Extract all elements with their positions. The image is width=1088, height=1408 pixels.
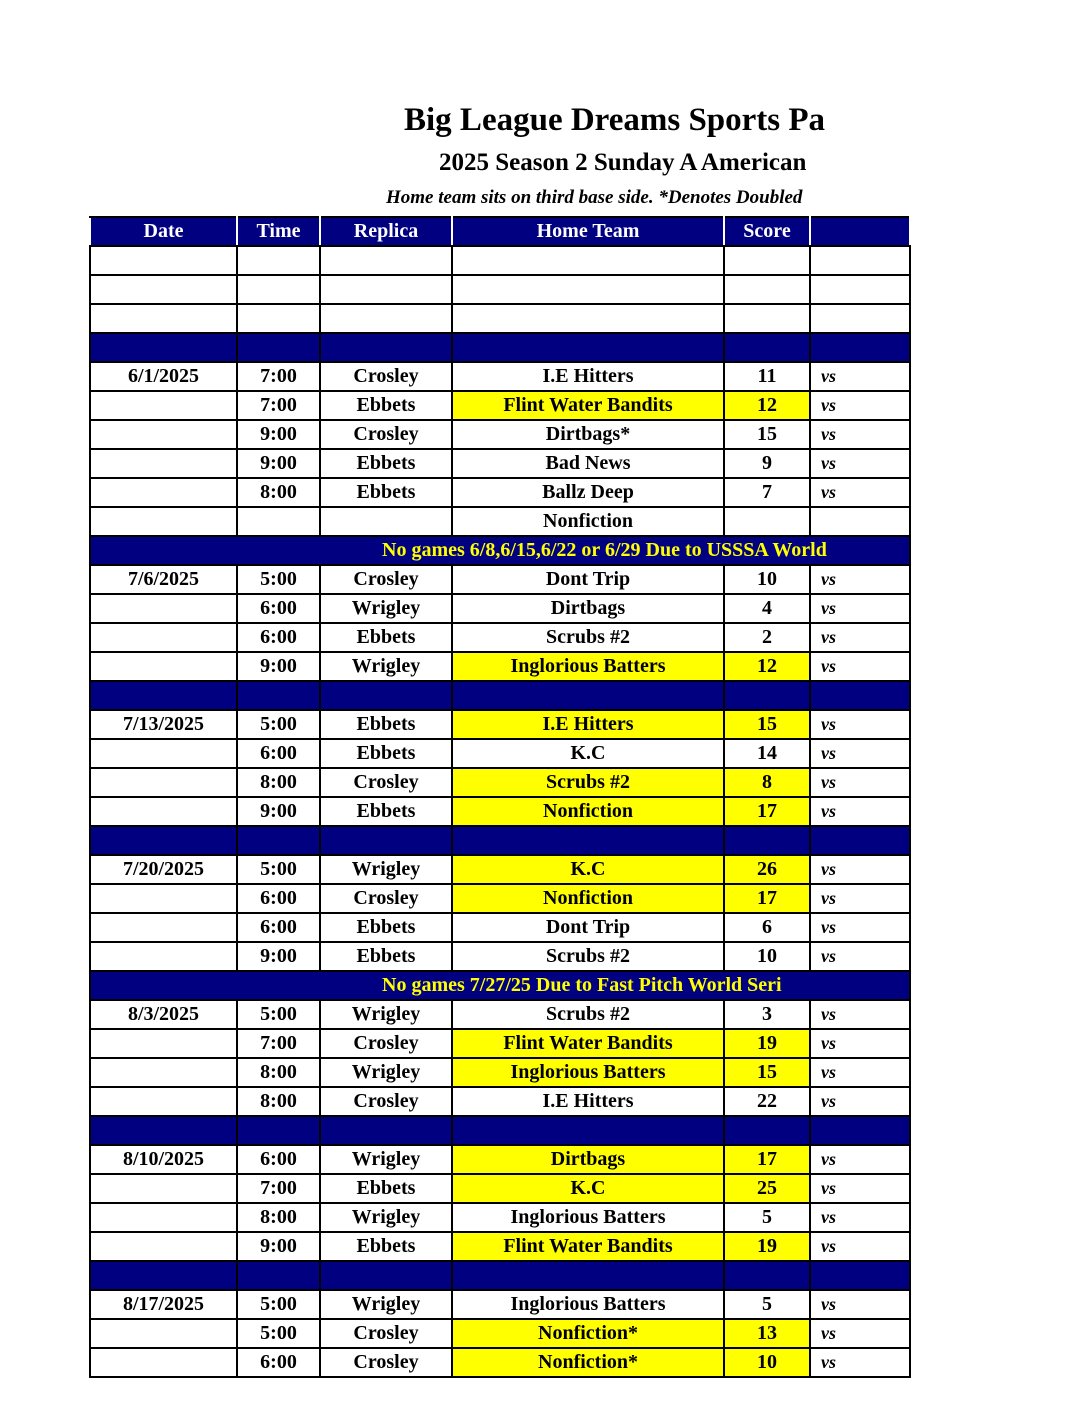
replica-cell: Wrigley [320,1203,452,1232]
separator-cell [724,681,810,710]
replica-cell: Wrigley [320,594,452,623]
separator-cell [90,681,237,710]
time-cell: 5:00 [237,565,320,594]
vs-label: vs [810,1087,910,1116]
table-row [90,652,910,681]
separator-cell [452,1261,724,1290]
page-title: Big League Dreams Sports Pa [404,102,826,138]
separator-cell [90,1116,237,1145]
table-row [90,391,910,420]
replica-cell: Ebbets [320,1174,452,1203]
home-team-cell: Nonfiction [452,797,724,826]
replica-cell: Ebbets [320,478,452,507]
home-team-cell: Dont Trip [452,913,724,942]
home-team-cell: Dont Trip [452,565,724,594]
home-team-cell: I.E Hitters [452,1087,724,1116]
vs-label: vs [810,1058,910,1087]
separator-cell [452,826,724,855]
time-cell: 9:00 [237,449,320,478]
replica-cell: Wrigley [320,1290,452,1319]
table-row [90,478,910,507]
time-cell: 5:00 [237,710,320,739]
replica-cell: Ebbets [320,739,452,768]
empty-row [90,246,910,275]
empty-cell [237,246,320,275]
time-cell: 6:00 [237,1145,320,1174]
notice-text: No games 6/8,6/15,6/22 or 6/29 Due to USSSA World [90,536,910,565]
separator-cell [810,681,910,710]
replica-cell: Ebbets [320,1232,452,1261]
home-team-cell: Inglorious Batters [452,1203,724,1232]
separator-cell [237,1261,320,1290]
score-cell: 22 [724,1087,810,1116]
separator-cell [90,1261,237,1290]
table-row [90,594,910,623]
time-cell: 7:00 [237,1174,320,1203]
home-team-cell: Inglorious Batters [452,652,724,681]
table-row [90,1348,910,1377]
score-cell: 17 [724,884,810,913]
empty-cell [90,246,237,275]
vs-label: vs [810,942,910,971]
score-cell: 15 [724,710,810,739]
vs-label: vs [810,449,910,478]
notice-row [90,536,910,565]
date-cell [90,797,237,826]
home-team-cell: Scrubs #2 [452,942,724,971]
score-cell: 9 [724,449,810,478]
replica-cell: Wrigley [320,652,452,681]
replica-cell: Crosley [320,768,452,797]
table-row [90,710,910,739]
score-cell: 11 [724,362,810,391]
page-subtitle: 2025 Season 2 Sunday A American [439,149,807,176]
score-cell: 17 [724,797,810,826]
separator-cell [724,826,810,855]
home-team-cell: I.E Hitters [452,710,724,739]
replica-cell: Crosley [320,565,452,594]
score-cell: 15 [724,1058,810,1087]
table-row [90,797,910,826]
date-cell [90,1319,237,1348]
home-team-cell: Dirtbags [452,594,724,623]
home-team-cell: K.C [452,1174,724,1203]
score-cell: 3 [724,1000,810,1029]
vs-label: vs [810,768,910,797]
home-team-cell: Scrubs #2 [452,768,724,797]
separator-row [90,333,910,362]
empty-cell [810,304,910,333]
date-cell [90,507,237,536]
empty-cell [320,304,452,333]
separator-cell [320,1116,452,1145]
replica-cell: Crosley [320,1348,452,1377]
replica-cell: Ebbets [320,797,452,826]
score-cell: 12 [724,391,810,420]
score-cell: 6 [724,913,810,942]
table-row [90,623,910,652]
replica-cell: Crosley [320,420,452,449]
empty-cell [724,246,810,275]
score-cell: 2 [724,623,810,652]
date-cell [90,1087,237,1116]
date-cell [90,1348,237,1377]
table-row [90,1029,910,1058]
separator-cell [237,1116,320,1145]
column-header-vs [810,217,910,246]
vs-label: vs [810,565,910,594]
vs-label: vs [810,710,910,739]
score-cell: 5 [724,1203,810,1232]
vs-label: vs [810,855,910,884]
home-team-cell: Scrubs #2 [452,623,724,652]
time-cell: 7:00 [237,1029,320,1058]
date-cell [90,1174,237,1203]
date-cell: 8/17/2025 [90,1290,237,1319]
score-cell: 10 [724,942,810,971]
time-cell: 6:00 [237,623,320,652]
home-team-cell: Nonfiction [452,884,724,913]
separator-cell [810,826,910,855]
time-cell: 6:00 [237,1348,320,1377]
home-team-cell: K.C [452,855,724,884]
schedule-table-container [89,216,851,1373]
separator-cell [320,333,452,362]
home-team-cell: Ballz Deep [452,478,724,507]
separator-row [90,681,910,710]
score-cell [724,507,810,536]
separator-cell [810,1261,910,1290]
vs-label: vs [810,1174,910,1203]
table-row [90,1000,910,1029]
table-row [90,1203,910,1232]
separator-cell [237,826,320,855]
table-row [90,739,910,768]
home-team-cell: Flint Water Bandits [452,1232,724,1261]
date-cell [90,884,237,913]
vs-label: vs [810,1232,910,1261]
empty-cell [452,246,724,275]
empty-cell [320,246,452,275]
date-cell: 7/20/2025 [90,855,237,884]
vs-label: vs [810,1145,910,1174]
separator-cell [810,333,910,362]
date-cell [90,1058,237,1087]
score-cell: 4 [724,594,810,623]
time-cell: 6:00 [237,884,320,913]
score-cell: 8 [724,768,810,797]
date-cell: 8/10/2025 [90,1145,237,1174]
empty-cell [724,304,810,333]
time-cell: 6:00 [237,594,320,623]
column-header-replica: Replica [320,217,452,246]
empty-row [90,275,910,304]
notice-text: No games 7/27/25 Due to Fast Pitch World Seri [90,971,910,1000]
time-cell: 7:00 [237,391,320,420]
schedule-body [90,246,910,1377]
vs-label: vs [810,884,910,913]
notice-row [90,971,910,1000]
empty-cell [237,304,320,333]
replica-cell: Crosley [320,884,452,913]
vs-label: vs [810,1000,910,1029]
vs-label: vs [810,1203,910,1232]
column-header-time: Time [237,217,320,246]
separator-cell [452,1116,724,1145]
vs-label: vs [810,362,910,391]
time-cell: 9:00 [237,942,320,971]
schedule-table [89,216,911,1378]
column-header-date: Date [90,217,237,246]
date-cell [90,594,237,623]
home-team-cell: Inglorious Batters [452,1058,724,1087]
date-cell [90,1232,237,1261]
table-row [90,1058,910,1087]
time-cell: 8:00 [237,478,320,507]
vs-label: vs [810,1319,910,1348]
table-row [90,913,910,942]
score-cell: 12 [724,652,810,681]
score-cell: 7 [724,478,810,507]
home-team-cell: K.C [452,739,724,768]
score-cell: 25 [724,1174,810,1203]
table-row [90,362,910,391]
replica-cell: Wrigley [320,855,452,884]
vs-label [810,507,910,536]
empty-cell [452,304,724,333]
time-cell: 6:00 [237,739,320,768]
time-cell: 9:00 [237,652,320,681]
separator-cell [320,681,452,710]
replica-cell: Wrigley [320,1058,452,1087]
vs-label: vs [810,1029,910,1058]
empty-cell [810,275,910,304]
vs-label: vs [810,797,910,826]
empty-row [90,304,910,333]
replica-cell: Ebbets [320,391,452,420]
vs-label: vs [810,478,910,507]
replica-cell: Crosley [320,1087,452,1116]
score-cell: 26 [724,855,810,884]
separator-cell [724,333,810,362]
score-cell: 19 [724,1232,810,1261]
separator-cell [724,1116,810,1145]
time-cell: 8:00 [237,1203,320,1232]
score-cell: 10 [724,1348,810,1377]
time-cell: 5:00 [237,1000,320,1029]
date-cell: 8/3/2025 [90,1000,237,1029]
replica-cell: Ebbets [320,710,452,739]
vs-label: vs [810,594,910,623]
replica-cell: Ebbets [320,913,452,942]
replica-cell: Crosley [320,1319,452,1348]
empty-cell [810,246,910,275]
separator-cell [237,681,320,710]
score-cell: 15 [724,420,810,449]
time-cell: 5:00 [237,1319,320,1348]
separator-cell [810,1116,910,1145]
vs-label: vs [810,1290,910,1319]
replica-cell: Ebbets [320,623,452,652]
vs-label: vs [810,913,910,942]
separator-cell [320,826,452,855]
table-row [90,1319,910,1348]
replica-cell: Wrigley [320,1145,452,1174]
vs-label: vs [810,623,910,652]
date-cell [90,739,237,768]
date-cell [90,942,237,971]
empty-cell [237,275,320,304]
date-cell [90,478,237,507]
date-cell [90,623,237,652]
time-cell: 9:00 [237,797,320,826]
home-team-cell: Flint Water Bandits [452,391,724,420]
home-team-cell: Nonfiction* [452,1319,724,1348]
vs-label: vs [810,1348,910,1377]
date-cell: 7/6/2025 [90,565,237,594]
date-cell [90,913,237,942]
replica-cell: Ebbets [320,942,452,971]
table-row [90,942,910,971]
vs-label: vs [810,652,910,681]
table-row [90,420,910,449]
time-cell: 6:00 [237,913,320,942]
table-row [90,449,910,478]
date-cell: 6/1/2025 [90,362,237,391]
time-cell: 8:00 [237,1087,320,1116]
time-cell: 8:00 [237,768,320,797]
date-cell [90,1029,237,1058]
vs-label: vs [810,739,910,768]
separator-row [90,1116,910,1145]
page-note: Home team sits on third base side. *Denotes Doubled [386,187,803,208]
time-cell: 9:00 [237,1232,320,1261]
date-cell [90,1203,237,1232]
empty-cell [724,275,810,304]
score-cell: 19 [724,1029,810,1058]
date-cell [90,420,237,449]
time-cell: 8:00 [237,1058,320,1087]
score-cell: 14 [724,739,810,768]
time-cell: 9:00 [237,420,320,449]
replica-cell: Wrigley [320,1000,452,1029]
vs-label: vs [810,391,910,420]
separator-cell [320,1261,452,1290]
replica-cell: Crosley [320,362,452,391]
table-row [90,565,910,594]
table-row [90,768,910,797]
separator-cell [90,333,237,362]
table-row [90,884,910,913]
date-cell: 7/13/2025 [90,710,237,739]
replica-cell: Crosley [320,1029,452,1058]
empty-cell [90,304,237,333]
home-team-cell: Nonfiction [452,507,724,536]
time-cell: 7:00 [237,362,320,391]
score-cell: 13 [724,1319,810,1348]
score-cell: 5 [724,1290,810,1319]
column-header-score: Score [724,217,810,246]
separator-cell [237,333,320,362]
table-row [90,1145,910,1174]
separator-cell [90,826,237,855]
home-team-cell: Dirtbags [452,1145,724,1174]
table-row [90,1232,910,1261]
time-cell: 5:00 [237,855,320,884]
empty-cell [452,275,724,304]
table-row [90,507,910,536]
date-cell [90,768,237,797]
table-row [90,1174,910,1203]
date-cell [90,449,237,478]
table-header-row [90,217,910,246]
empty-cell [320,275,452,304]
separator-row [90,826,910,855]
home-team-cell: Nonfiction* [452,1348,724,1377]
replica-cell [320,507,452,536]
separator-cell [724,1261,810,1290]
time-cell: 5:00 [237,1290,320,1319]
home-team-cell: Flint Water Bandits [452,1029,724,1058]
score-cell: 10 [724,565,810,594]
score-cell: 17 [724,1145,810,1174]
table-row [90,855,910,884]
replica-cell: Ebbets [320,449,452,478]
home-team-cell: Dirtbags* [452,420,724,449]
separator-cell [452,333,724,362]
table-row [90,1087,910,1116]
separator-row [90,1261,910,1290]
separator-cell [452,681,724,710]
column-header-home-team: Home Team [452,217,724,246]
table-row [90,1290,910,1319]
vs-label: vs [810,420,910,449]
empty-cell [90,275,237,304]
date-cell [90,391,237,420]
home-team-cell: I.E Hitters [452,362,724,391]
home-team-cell: Scrubs #2 [452,1000,724,1029]
time-cell [237,507,320,536]
date-cell [90,652,237,681]
home-team-cell: Bad News [452,449,724,478]
home-team-cell: Inglorious Batters [452,1290,724,1319]
